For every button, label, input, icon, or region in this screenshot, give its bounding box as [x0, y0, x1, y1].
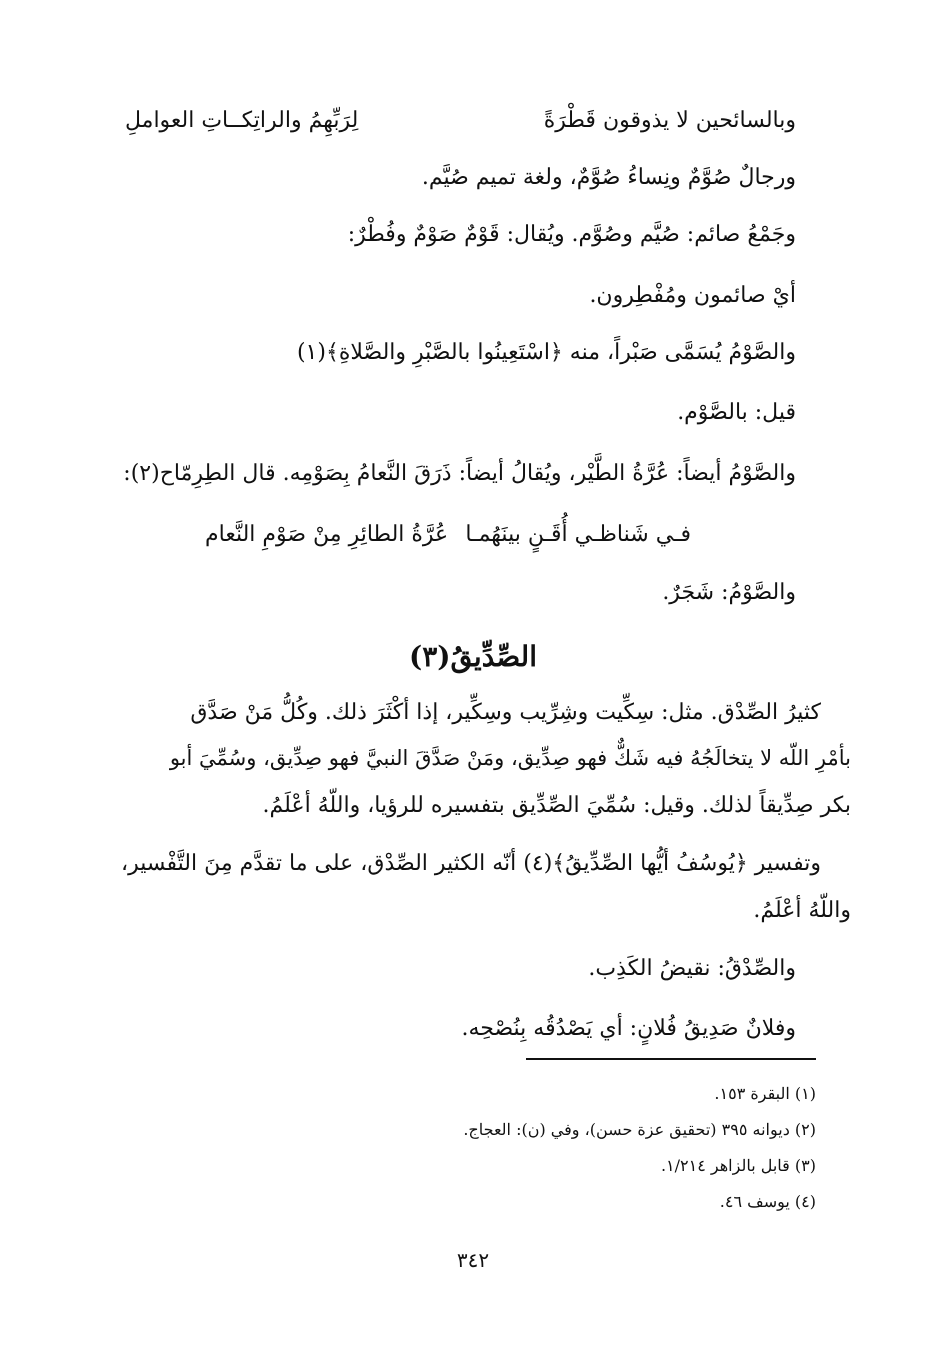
- entry-heading: الصِّدِّيقُ(٣): [409, 640, 537, 673]
- verse-second-hemistich: عُرَّةُ الطائِرِ مِنْ صَوْمِ النَّعام: [205, 522, 449, 547]
- text-line: والصَّوْمُ: شَجَرٌ.: [662, 580, 796, 605]
- text-line: أيْ صائمون ومُفْطِرون.: [589, 283, 796, 308]
- footnote-separator: [526, 1058, 816, 1060]
- text-line: كثيرُ الصِّدْق. مثل: سِكِّيت وشِرِّيب وسِكِّير، إذا أكْثَرَ ذلك. وكُلُّ مَنْ صَدَّق: [190, 700, 821, 725]
- page-number: ٣٤٢: [456, 1248, 490, 1272]
- text-line: بأمْرِ اللّه لا يتخالَجُهُ فيه شَكٌّ فهو صِدِّيق، ومَنْ صَدَّقَ النبيَّ فهو صِدِّيق، وسُمِّيَ أبو: [169, 746, 851, 770]
- text-line: قيل: بالصَّوْم.: [677, 400, 796, 425]
- verse-second-hemistich: لِرَبِّهِمُ والراتِكــاتِ العواملِ: [125, 108, 359, 133]
- footnote: (٢) ديوانه ٣٩٥ (تحقيق عزة حسن)، وفي (ن): العجاج.: [463, 1120, 816, 1139]
- text-line: والصِّدْقُ: نقيضُ الكَذِب.: [588, 956, 796, 981]
- footnote: (٣) قابل بالزاهر ١/٢١٤.: [660, 1156, 816, 1175]
- text-line: واللّهُ أعْلَمُ.: [753, 898, 851, 923]
- text-line: والصَّوْمُ أيضاً: عُرَّةُ الطَّيْر، ويُقالُ أيضاً: ذَرَقَ النَّعامُ بِصَوْمِه. قال الطِرِمّاح(٢):: [123, 461, 796, 486]
- text-line: ورجالٌ صُوَّمٌ ونِساءُ صُوَّمٌ، ولغة تميم صُيَّم.: [421, 165, 796, 190]
- text-line: وتفسير ﴿يُوسُفُ أيُّها الصِّدِّيقُ﴾(٤) أنّه الكثير الصِّدْق، على ما تقدَّم مِنَ التَّفْسير،: [121, 851, 821, 876]
- footnote: (١) البقرة ١٥٣.: [714, 1084, 816, 1103]
- verse-first-hemistich: فـي شَناظـي أُقَـنٍ بينَهُمـا: [465, 522, 691, 547]
- verse-first-hemistich: وبالسائحين لا يذوقون قَطْرَةً: [543, 108, 796, 133]
- footnote: (٤) يوسف ٤٦.: [719, 1192, 816, 1211]
- text-line: بكر صِدِّيقاً لذلك. وقيل: سُمِّيَ الصِّدِّيق بتفسيره للرؤيا، واللّهُ أعْلَمُ.: [262, 793, 851, 818]
- text-line: وجَمْعُ صائم: صُيَّم وصُوَّم. ويُقال: قَوْمٌ صَوْمٌ وفُطْرٌ:: [347, 222, 796, 247]
- text-line: وفلانٌ صَدِيقُ فُلانٍ: أي يَصْدُقُه بِنُصْحِه.: [461, 1016, 796, 1041]
- text-line: والصَّوْمُ يُسَمَّى صَبْراً، منه ﴿اسْتَعِينُوا بالصَّبْرِ والصَّلاةِ﴾(١): [296, 340, 796, 365]
